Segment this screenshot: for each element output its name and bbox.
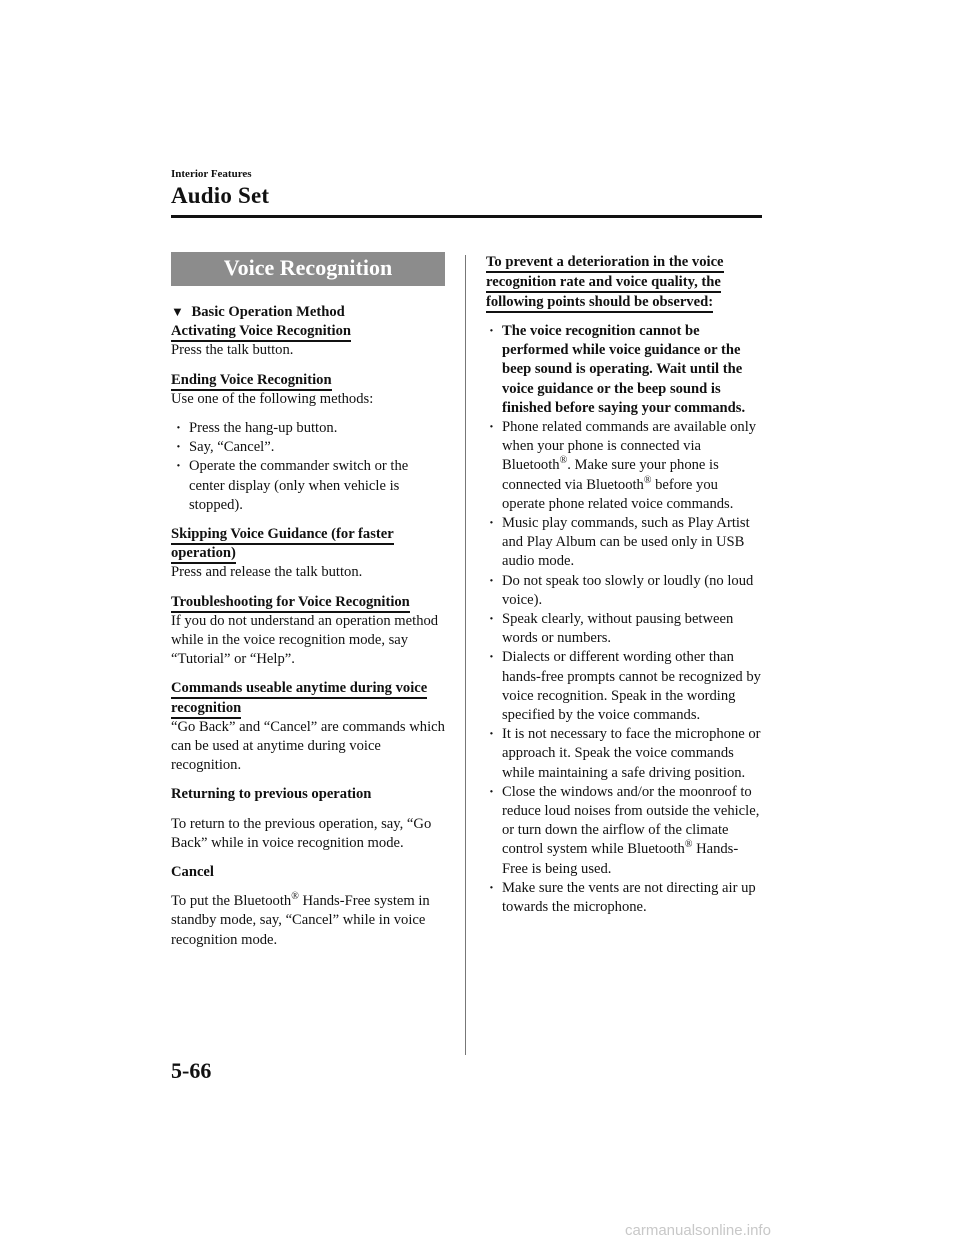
cancel-heading: Cancel xyxy=(171,864,214,881)
page-number: 5-66 xyxy=(171,1058,212,1083)
list-item: · Do not speak too slowly or loudly (no loud voice). xyxy=(486,572,764,610)
commands-heading: Commands useable anytime during voice recognition xyxy=(171,679,445,717)
returning-heading: Returning to previous operation xyxy=(171,786,372,803)
returning-text: To return to the previous operation, say, “Go Back” while in voice recognition mode. xyxy=(171,815,432,851)
precautions-heading: To prevent a deterioration in the voice recognition rate and voice quality, the following points should be observed: xyxy=(486,252,764,312)
commands-text: “Go Back” and “Cancel” are commands which can be used at anytime during voice recognition. xyxy=(171,718,445,774)
list-item: · Say, “Cancel”. xyxy=(171,438,445,457)
list-item: · Dialects or different wording other than hands-free prompts cannot be recognized by voice recognition. Speak in the wording specified by the voice commands. xyxy=(486,648,764,725)
ending-methods-list xyxy=(171,419,445,515)
troubleshooting-heading: Troubleshooting for Voice Recognition xyxy=(171,593,445,612)
section-label: Interior Features xyxy=(171,168,252,180)
list-item: · It is not necessary to face the microphone or approach it. Speak the voice commands while maintaining a safe driving position. xyxy=(486,725,764,783)
basic-operation-subhead: ▼ Basic Operation Method xyxy=(171,304,345,320)
right-column xyxy=(486,252,764,927)
list-item: · Operate the commander switch or the center display (only when vehicle is stopped). xyxy=(171,457,445,515)
skipping-text: Press and release the talk button. xyxy=(171,564,363,581)
cancel-text: To put the Bluetooth® Hands-Free system in standby mode, say, “Cancel” while in voice recognition mode. xyxy=(171,891,430,948)
troubleshooting-text: If you do not understand an operation method while in the voice recognition mode, say “Tutorial” or “Help”. xyxy=(171,612,439,668)
left-column xyxy=(171,252,445,960)
list-item: · Make sure the vents are not directing air up towards the microphone. xyxy=(486,879,764,917)
triangle-down-icon: ▼ xyxy=(171,304,184,319)
watermark: carmanualsonline.info xyxy=(625,1222,771,1239)
list-item: · Close the windows and/or the moonroof to reduce loud noises from outside the vehicle, or turn down the airflow of the climate control system while Bluetooth® Hands-Free is being used. xyxy=(486,783,764,879)
column-divider xyxy=(465,255,466,1055)
list-item: · Speak clearly, without pausing between words or numbers. xyxy=(486,610,764,648)
activating-text: Press the talk button. xyxy=(171,342,294,359)
skipping-heading: Skipping Voice Guidance (for faster operation) xyxy=(171,525,445,563)
header-rule xyxy=(171,215,762,218)
list-item: · The voice recognition cannot be performed while voice guidance or the beep sound is operating. Wait until the voice guidance or the beep sound is finished before saying your commands. xyxy=(486,322,764,418)
voice-recognition-banner: Voice Recognition xyxy=(171,252,445,286)
chapter-title: Audio Set xyxy=(171,183,270,208)
ending-heading: Ending Voice Recognition xyxy=(171,371,445,390)
list-item: · Press the hang-up button. xyxy=(171,419,445,438)
list-item: · Phone related commands are available only when your phone is connected via Bluetooth®. Make sure your phone is connected via Bluetooth® before you operate phone related voice commands. xyxy=(486,418,764,514)
list-item: · Music play commands, such as Play Artist and Play Album can be used only in USB audio mode. xyxy=(486,514,764,572)
precautions-list xyxy=(486,322,764,917)
ending-text: Use one of the following methods: xyxy=(171,390,374,407)
activating-heading: Activating Voice Recognition xyxy=(171,322,445,341)
